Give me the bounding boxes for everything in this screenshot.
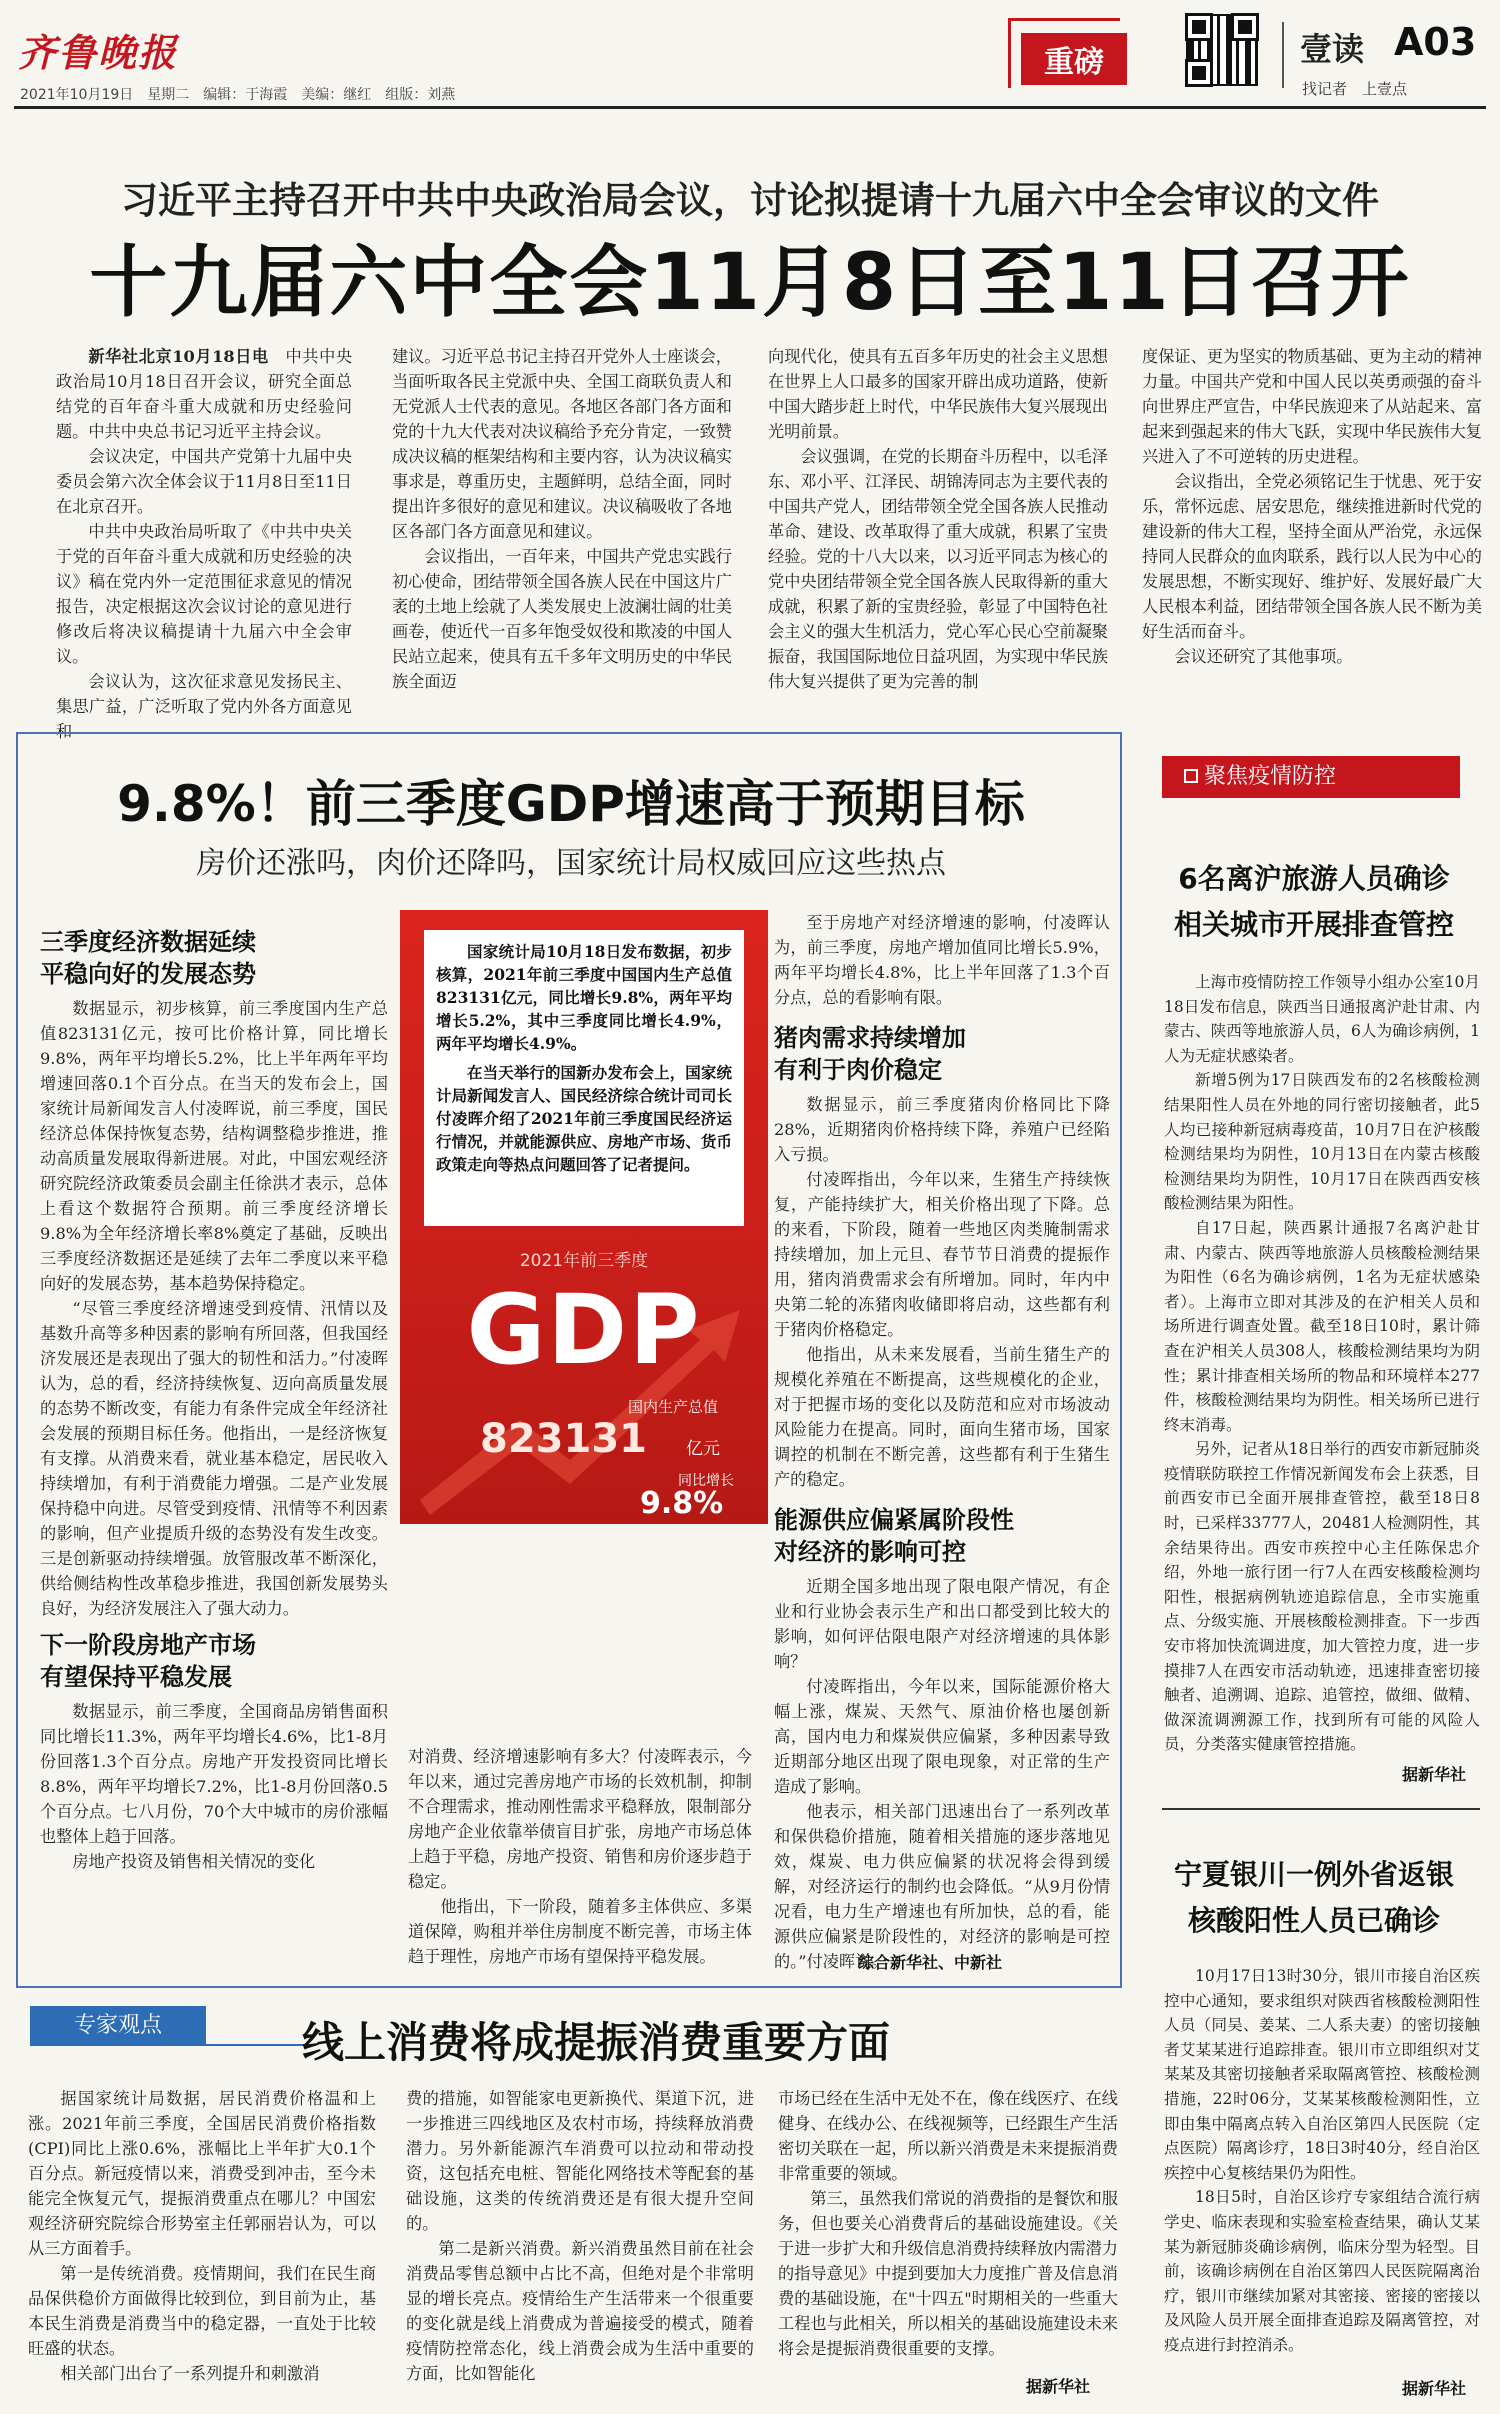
gdp-headline: 9.8%！前三季度GDP增速高于预期目标 xyxy=(117,775,1025,833)
gdp-graphic-title: 2021年前三季度 xyxy=(519,1251,649,1271)
gdp-paragraph: 付凌晖指出，今年以来，生猪生产持续恢复，产能持续扩大，相关价格出现了下降。总的来看，下阶段，随着一些地区肉类腌制需求持续增加，加上元旦、春节节日消费的提振作用，猪肉消费需求会有所增加。同时，年内中央第二轮的冻猪肉收储即将启动，这些都有利于猪肉价格稳定。 xyxy=(774,1170,1110,1339)
gdp-paragraph: 对消费、经济增速影响有多大？付凌晖表示，今年以来，通过完善房地产市场的长效机制，抑制不合理需求，推动刚性需求平稳释放，限制部分房地产企业依靠举债盲目扩张，房地产市场总体上趋于平稳，房地产投资、销售和房价逐步趋于稳定。 xyxy=(408,1747,752,1891)
gdp-subhead-4: 能源供应偏紧属阶段性 对经济的影响可控 xyxy=(774,1506,1014,1566)
sidebar-tag-label: 聚焦疫情防控 xyxy=(1204,764,1337,789)
gdp-paragraph: 他指出，从未来发展看，当前生猪生产的规模化养殖在不断提高，这些规模化的企业，对于把握市场的变化以及防范和应对市场波动风险能力在提高。同时，面向生猪市场，国家调控的机制在不断完善，这些都有利于生猪生产的稳定。 xyxy=(774,1345,1110,1489)
sidebar-tag xyxy=(1162,756,1460,798)
lead-paragraph: 会议指出，全党必须铭记生于忧患、死于安乐，常怀远虑、居安思危，继续推进新时代党的建设新的伟大工程，坚持全面从严治党，永远保持同人民群众的血肉联系，践行以人民为中心的发展思想，不断实现好、维护好、发展好最广大人民根本利益，团结带领全国各族人民不断为美好生活而奋斗。 xyxy=(1142,472,1482,641)
sidebar-story2-body xyxy=(1164,1964,1480,2370)
masthead xyxy=(0,0,1500,110)
gdp-story-box xyxy=(16,732,1122,1988)
lead-paragraph: 会议指出，一百年来，中国共产党忠实践行初心使命，团结带领全国各族人民在中国这片广袤的土地上绘就了人类发展史上波澜壮阔的壮美画卷，使近代一百多年饱受奴役和欺凌的中国人民站立起来，使具有五千多年文明历史的中华民族全面迈 xyxy=(392,547,732,691)
gdp-paragraph: 他指出，下一阶段，随着多主体供应、多渠道保障，购租并举住房制度不断完善，市场主体趋于理性，房地产市场有望保持平稳发展。 xyxy=(408,1897,752,1966)
gdp-callout-box xyxy=(424,930,744,1226)
lead-paragraph: 度保证、更为坚实的物质基础、更为主动的精神力量。中国共产党和中国人民以英勇顽强的奋斗向世界庄严宣告，中华民族迎来了从站起来、富起来到强起来的伟大飞跃，实现中华民族伟大复兴进入了不可逆转的历史进程。 xyxy=(1142,347,1482,466)
lead-col-4 xyxy=(1142,344,1482,704)
gdp-mid-col xyxy=(408,1744,752,1964)
expert-paragraph: 据国家统计局数据，居民消费价格温和上涨。2021年前三季度，全国居民消费价格指数(CPI)同比上涨0.6%，涨幅比上半年扩大0.1个百分点。新冠疫情以来，消费受到冲击，至今未能完全恢复元气，提振消费重点在哪儿？中国宏观经济研究院综合形势室主任郭丽岩认为，可以从三方面着手。 xyxy=(28,2089,376,2258)
expert-tag-label: 专家观点 xyxy=(73,2013,162,2038)
expert-tag-rule xyxy=(206,2044,316,2046)
newspaper-logo: 齐鲁晚报 xyxy=(18,30,179,75)
sidebar-paragraph: 自17日起，陕西累计通报7名离沪赴甘肃、内蒙古、陕西等地旅游人员核酸检测结果为阳性（6名为确诊病例，1名为无症状感染者）。上海市立即对其涉及的在沪相关人员和场所进行调查处置。截至18日10时，累计筛查在沪相关人员308人，核酸检测结果均为阴性；累计排查相关场所的物品和环境样本277件，核酸检测结果均为阴性。相关场所已进行终末消毒。 xyxy=(1164,1218,1480,1434)
gdp-subhead-1: 三季度经济数据延续 平稳向好的发展态势 xyxy=(40,928,256,988)
expert-paragraph: 第二是新兴消费。新兴消费虽然目前在社会消费品零售总额中占比不高，但绝对是个非常明显的增长亮点。疫情给生产生活带来一个很重要的变化就是线上消费成为普遍接受的模式，随着疫情防控常态化，线上消费会成为生活中重要的方面，比如智能化 xyxy=(406,2239,754,2383)
expert-paragraph: 相关部门出台了一系列提升和刺激消 xyxy=(60,2364,320,2383)
sidebar-divider xyxy=(1162,1808,1480,1810)
sidebar-story1-body xyxy=(1164,970,1480,1756)
section-tag xyxy=(1008,18,1120,88)
expert-paragraph: 第一是传统消费。疫情期间，我们在民生商品保供稳价方面做得比较到位，到目前为止，基本民生消费是消费当中的稳定器，一直处于比较旺盛的状态。 xyxy=(28,2264,376,2358)
expert-section xyxy=(16,2000,1122,2404)
expert-paragraph: 市场已经在生活中无处不在，像在线医疗、在线健身、在线办公、在线视频等，已经跟生产生活密切关联在一起，所以新兴消费是未来提振消费非常重要的领域。 xyxy=(778,2089,1118,2183)
sidebar-story1-title: 6名离沪旅游人员确诊 相关城市开展排查管控 xyxy=(1173,862,1454,941)
qr-code[interactable] xyxy=(1186,14,1258,86)
gdp-graphic-value: 823131 xyxy=(480,1416,647,1462)
lead-col-2 xyxy=(392,344,732,704)
expert-paragraph: 费的措施，如智能家电更新换代、渠道下沉，进一步推进三四线地区及农村市场，持续释放消费潜力。另外新能源汽车消费可以拉动和带动投资，这包括充电桩、智能化网络技术等配套的基础设施，这类的传统消费还是有很大提升空间的。 xyxy=(406,2089,754,2233)
expert-headline: 线上消费将成提振消费重要方面 xyxy=(302,2018,891,2067)
expert-byline: 据新华社 xyxy=(1026,2377,1091,2396)
expert-col-3 xyxy=(778,2086,1118,2368)
lead-paragraph: 会议还研究了其他事项。 xyxy=(1174,647,1353,666)
expert-col-1 xyxy=(28,2086,376,2396)
lead-paragraph: 会议强调，在党的长期奋斗历程中，以毛泽东、邓小平、江泽民、胡锦涛同志为主要代表的中国共产党人，团结带领全党全国各族人民推动革命、建设、改革取得了重大成就，积累了宝贵经验。党的十八大以来，以习近平同志为核心的党中央团结带领全党全国各族人民取得新的重大成就，积累了新的宝贵经验，彰显了中国特色社会主义的强大生机活力，党心军心民心空前凝聚振奋，我国国际地位日益巩固，为实现中华民族伟大复兴提供了更为完善的制 xyxy=(768,447,1108,691)
expert-tag xyxy=(30,2006,206,2046)
lead-dateline: 新华社北京10月18日电 xyxy=(88,347,269,366)
gdp-graphic-growth: 9.8% xyxy=(640,1486,724,1521)
sidebar-story2-byline: 据新华社 xyxy=(1402,2379,1467,2398)
tag-square-icon xyxy=(1184,769,1198,783)
lead-paragraph: 建议。习近平总书记主持召开党外人士座谈会，当面听取各民主党派中央、全国工商联负责人和无党派人士代表的意见。各地区各部门各方面和党的十九大代表对决议稿给予充分肯定，一致赞成决议稿的框架结构和主要内容，认为决议稿实事求是，尊重历史，主题鲜明，总结全面，同时提出许多很好的意见和建议。决议稿吸收了各地区各部门各方面意见和建议。 xyxy=(392,347,732,541)
lead-col-3 xyxy=(768,344,1108,704)
lead-col-1 xyxy=(56,344,353,741)
gdp-subhead-3: 猪肉需求持续增加 有利于肉价稳定 xyxy=(774,1024,966,1084)
sidebar-paragraph: 10月17日13时30分，银川市接自治区疾控中心通知，要求组织对陕西省核酸检测阳性人员（同吴、姜某、二人系夫妻）的密切接触者艾某某进行追踪排查。银川市立即组织对艾某某及其密切接触者采取隔离管控、核酸检测措施，22时06分，艾某某核酸检测阳性，立即由集中隔离点转入自治区第四人民医院（定点医院）隔离诊疗，18日3时40分，经自治区疾控中心复核结果仍为阳性。 xyxy=(1164,1967,1480,2182)
lead-paragraph: 会议决定，中国共产党第十九届中央委员会第六次全体会议于11月8日至11日在北京召开。 xyxy=(56,447,352,516)
page-number: A03 xyxy=(1394,20,1477,64)
sidebar-story1-byline: 据新华社 xyxy=(1402,1765,1467,1784)
lead-paragraph: 中共中央政治局10月18日召开会议，研究全面总结党的百年奋斗重大成就和历史经验问题。中共中央总书记习近平主持会议。 xyxy=(56,347,353,441)
expert-paragraph: 第三，虽然我们常说的消费指的是餐饮和服务，但也要关心消费背后的基础设施建设。《关于进一步扩大和升级信息消费持续释放内需潜力的指导意见》中提到要加大力度推广普及信息消费的基础设施，在"十四五"时期相关的一些重大工程也与此相关，所以相关的基础设施建设未来将会是提振消费很重要的支撑。 xyxy=(778,2189,1118,2358)
gdp-subhead-2: 下一阶段房地产市场 有望保持平稳发展 xyxy=(40,1631,256,1691)
sidebar-story2-title: 宁夏银川一例外省返银 核酸阳性人员已确诊 xyxy=(1173,1858,1454,1937)
gdp-graphic-label-1: 国内生产总值 xyxy=(628,1398,719,1416)
gdp-subheadline: 房价还涨吗，肉价还降吗，国家统计局权威回应这些热点 xyxy=(196,846,946,881)
reporter-label: 找记者 上壹点 xyxy=(1302,80,1408,98)
lead-story xyxy=(0,112,1500,741)
sidebar-paragraph: 另外，记者从18日举行的西安市新冠肺炎疫情联防联控工作情况新闻发布会上获悉，目前西安市已全面开展排查管控，截至18日8时，已采样33777人，20481人检测阴性，其余结果待出。西安市疾控中心主任陈保忠介绍，外地一旅行团一行7人在西安核酸检测均阳性，根据病例轨迹追踪信息，全市实施重点、分级实施、开展核酸检测排查。下一步西安市将加快流调进度，加大管控力度，进一步摸排7人在西安市活动轨迹，迅速排查密切接触者、追溯调、追踪、追管控，做细、做精、做深流调溯源工作，找到所有可能的风险人员，分类落实健康管控措施。 xyxy=(1164,1440,1480,1754)
gdp-graphic-unit: 亿元 xyxy=(686,1439,720,1459)
lead-kicker: 习近平主持召开中共中央政治局会议，讨论拟提请十九届六中全会审议的文件 xyxy=(121,179,1379,222)
section-name: 壹读 xyxy=(1300,30,1365,68)
gdp-left-col xyxy=(40,926,388,1962)
gdp-paragraph: 近期全国多地出现了限电限产情况，有企业和行业协会表示生产和出口都受到比较大的影响，如何评估限电限产对经济增速的具体影响？ xyxy=(774,1577,1110,1671)
gdp-callout-paragraph: 在当天举行的国新办发布会上，国家统计局新闻发言人、国民经济综合统计司司长付凌晖介绍了2021年前三季度国民经济运行情况，并就能源供应、房地产市场、货币政策走向等热点问题回答了记者提问。 xyxy=(436,1063,732,1174)
date-line: 2021年10月19日 星期二 编辑：于海霞 美编：继红 组版：刘燕 xyxy=(20,87,456,103)
gdp-paragraph: 至于房地产对经济增速的影响，付凌晖认为，前三季度，房地产增加值同比增长5.9%，两年平均增长4.8%，比上半年回落了1.3个百分点，总的看影响有限。 xyxy=(774,913,1110,1007)
sidebar xyxy=(1136,732,1492,2408)
lead-headline: 十九届六中全会11月8日至11日召开 xyxy=(89,238,1411,328)
gdp-byline: 综合新华社、中新社 xyxy=(858,1953,1003,1972)
sidebar-paragraph: 18日5时，自治区诊疗专家组结合流行病学史、临床表现和实验室检查结果，确认艾某某为新冠肺炎确诊病例，临床分型为轻型。目前，该确诊病例在自治区第四人民医院隔离治疗，银川市继续加紧对其密接、密接的密接以及风险人员开展全面排查追踪及隔离管控，对疫点进行封控消杀。 xyxy=(1164,2188,1480,2354)
gdp-paragraph: 数据显示，初步核算，前三季度国内生产总值823131亿元，按可比价格计算，同比增长9.8%，两年平均增长5.2%，比上半年两年平均增速回落0.1个百分点。在当天的发布会上，国家统计局新闻发言人付凌晖说，前三季度，国民经济总体保持恢复态势，结构调整稳步推进，推动高质量发展取得新进展。对此，中国宏观经济研究院经济政策委员会副主任徐洪才表示，总体上看这个数据符合预期。前三季度经济增长9.8%为全年经济增长率8%奠定了基础，反映出三季度经济数据还是延续了去年二季度以来平稳向好的发展态势，基本趋势保持稳定。 xyxy=(40,999,388,1293)
gdp-paragraph: 房地产投资及销售相关情况的变化 xyxy=(72,1852,316,1871)
section-tag-label: 重磅 xyxy=(1044,45,1104,80)
sidebar-paragraph: 上海市疫情防控工作领导小组办公室10月18日发布信息，陕西当日通报离沪赴甘肃、内蒙古、陕西等地旅游人员，6人为确诊病例，1人为无症状感染者。 xyxy=(1164,973,1480,1065)
masthead-rule xyxy=(14,106,1486,109)
expert-col-2 xyxy=(406,2086,754,2396)
gdp-paragraph: 数据显示，前三季度猪肉价格同比下降28%，近期猪肉价格持续下降，养殖户已经陷入亏损。 xyxy=(774,1095,1110,1164)
lead-paragraph: 会议认为，这次征求意见发扬民主、集思广益，广泛听取了党内外各方面意见和 xyxy=(56,672,352,741)
gdp-paragraph: 数据显示，前三季度，全国商品房销售面积同比增长11.3%，两年平均增长4.6%，比1-8月份回落1.3个百分点。房地产开发投资同比增长8.8%，两年平均增长7.2%，比1-8月份回落0.5个百分点。七八月份，70个大中城市的房价涨幅也整体上趋于回落。 xyxy=(40,1702,388,1846)
gdp-paragraph: “尽管三季度经济增速受到疫情、汛情以及基数升高等多种因素的影响有所回落，但我国经济发展还是表现出了强大的韧性和活力。”付凌晖认为，总的看，经济持续恢复、迈向高质量发展的态势不断改变，有能力有条件完成全年经济社会发展的预期目标任务。他指出，一是经济恢复有支撑。从消费来看，就业基本稳定，居民收入持续增加，有利于消费能力增强。二是产业发展保持稳中向进。尽管受到疫情、汛情等不利因素的影响，但产业提质升级的态势没有发生改变。三是创新驱动持续增强。放管服改革不断深化，供给侧结构性改革稳步推进，我国创新发展势头良好，为经济发展注入了强大动力。 xyxy=(40,1299,388,1618)
lead-paragraph: 向现代化，使具有五百多年历史的社会主义思想在世界上人口最多的国家开辟出成功道路，使新中国大踏步赶上时代，中华民族伟大复兴展现出光明前景。 xyxy=(768,347,1108,441)
sidebar-paragraph: 新增5例为17日陕西发布的2名核酸检测结果阳性人员在外地的同行密切接触者，此5人均已接种新冠病毒疫苗，10月7日在沪核酸检测结果均为阴性，10月13日在内蒙古核酸检测结果均为阴性，10月17日在陕西西安核酸检测结果为阳性。 xyxy=(1164,1071,1480,1213)
gdp-paragraph: 他表示，相关部门迅速出台了一系列改革和保供稳价措施，随着相关措施的逐步落地见效，煤炭、电力供应偏紧的状况将会得到缓解，对经济运行的制约也会降低。“从9月份情况看，电力生产增速也有所加快，总的看，能源供应偏紧是阶段性的，对经济的影响是可控的。”付凌晖说。 xyxy=(774,1802,1110,1971)
lead-paragraph: 中共中央政治局听取了《中共中央关于党的百年奋斗重大成就和历史经验的决议》稿在党内外一定范围征求意见的情况报告，决定根据这次会议讨论的意见进行修改后将决议稿提请十九届六中全会审议。 xyxy=(56,522,352,666)
gdp-graphic-label-2: 同比增长 xyxy=(678,1473,734,1489)
gdp-paragraph: 付凌晖指出，今年以来，国际能源价格大幅上涨，煤炭、天然气、原油价格也屡创新高，国内电力和煤炭供应偏紧，多种因素导致近期部分地区出现了限电现象，对正常的生产造成了影响。 xyxy=(774,1677,1110,1796)
gdp-callout-paragraph: 国家统计局10月18日发布数据，初步核算，2021年前三季度中国国内生产总值823131亿元，同比增长9.8%，两年平均增长5.2%，其中三季度同比增长4.9%，两年平均增长4.9%。 xyxy=(436,942,732,1053)
gdp-feature-panel xyxy=(400,910,768,1524)
gdp-graphic-big: GDP xyxy=(466,1274,702,1386)
